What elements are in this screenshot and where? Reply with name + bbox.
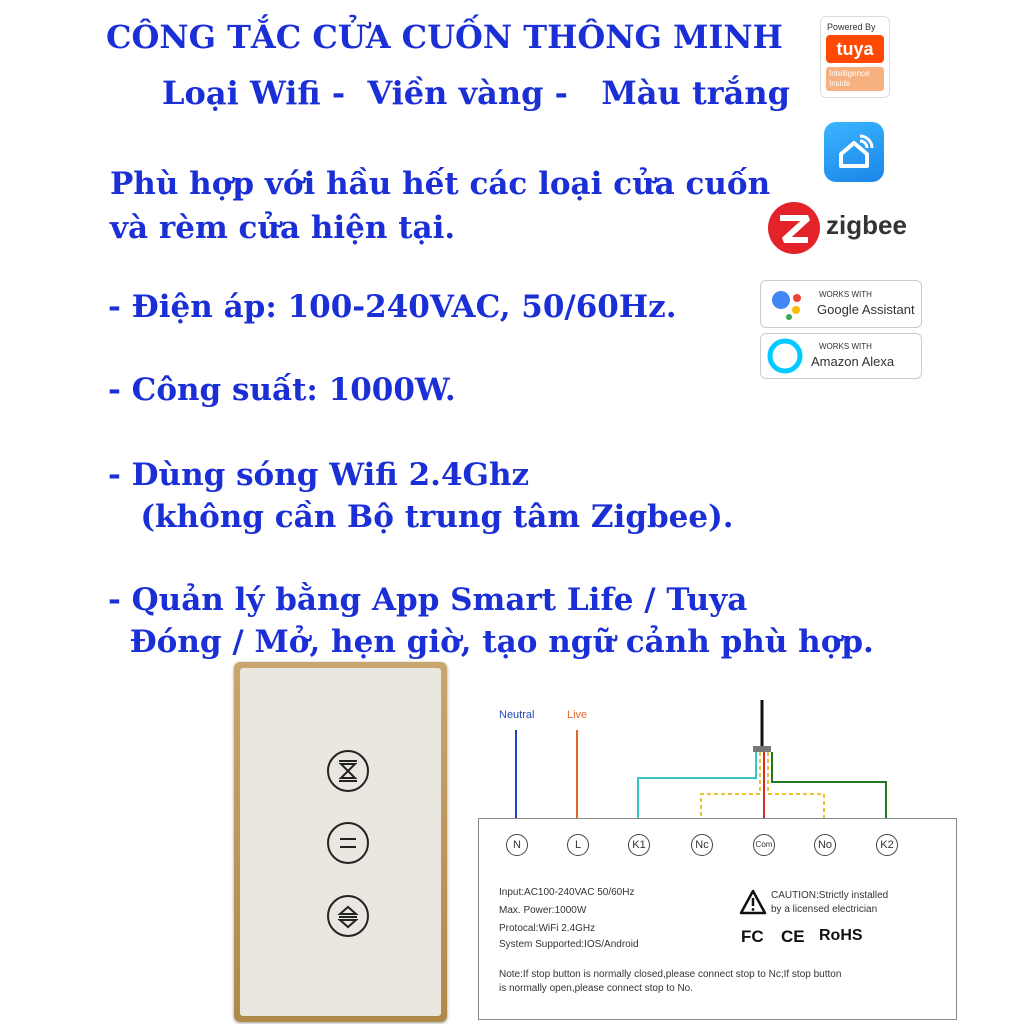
terminal-block — [478, 818, 957, 1020]
cert-rohs: RoHS — [819, 927, 863, 944]
terminal-l: L — [567, 834, 589, 856]
spec-app: - Quản lý bằng App Smart Life / Tuya — [108, 582, 748, 618]
terminal-no: No — [814, 834, 836, 856]
spec-system-text: System Supported:IOS/Android — [499, 939, 639, 950]
caution-line-1: CAUTION:Strictly installed — [771, 890, 889, 901]
stop-button — [327, 822, 369, 864]
spec-protocol-text: Protocal:WiFi 2.4GHz — [499, 923, 596, 934]
cert-ce: CE — [781, 927, 805, 946]
tuya-powered-label: Powered By — [827, 22, 876, 32]
description-line-1: Phù hợp với hầu hết các loại cửa cuốn — [110, 166, 771, 202]
hourglass-icon — [329, 752, 367, 790]
zigbee-icon — [766, 200, 822, 256]
spec-power-text: Max. Power:1000W — [499, 905, 587, 916]
terminal-nc: Nc — [691, 834, 713, 856]
tuya-sub-line-2: Inside — [829, 79, 851, 88]
zigbee-label: zigbee — [826, 210, 907, 240]
zigbee-badge — [764, 200, 924, 256]
spec-app-note: Đóng / Mở, hẹn giờ, tạo ngữ cảnh phù hợp. — [108, 624, 874, 660]
page-title: CÔNG TẮC CỬA CUỐN THÔNG MINH — [106, 18, 783, 56]
spec-input-text: Input:AC100-240VAC 50/60Hz — [499, 887, 635, 898]
page-subtitle: Loại Wifi - Viền vàng - Màu trắng — [162, 74, 790, 112]
spec-wifi: - Dùng sóng Wifi 2.4Ghz — [108, 457, 530, 493]
google-assistant-icon — [767, 284, 807, 324]
note-line-2: is normally open,please connect stop to No. — [499, 983, 693, 994]
terminal-k2: K2 — [876, 834, 898, 856]
close-button — [327, 895, 369, 937]
spec-voltage: - Điện áp: 100-240VAC, 50/60Hz. — [108, 289, 677, 325]
tuya-badge — [820, 16, 890, 98]
cert-fc: FC — [741, 927, 764, 946]
google-assistant-label: Google Assistant — [817, 302, 915, 317]
amazon-alexa-badge — [760, 333, 922, 379]
terminal-n: N — [506, 834, 528, 856]
open-button — [327, 750, 369, 792]
smart-life-app-icon — [824, 122, 884, 182]
alexa-icon — [767, 338, 803, 374]
tuya-sub-line-1: Intelligence — [829, 69, 870, 78]
note-line-1: Note:If stop button is normally closed,please connect stop to Nc;If stop button — [499, 969, 842, 980]
home-wifi-icon — [824, 122, 884, 182]
caution-line-2: by a licensed electrician — [771, 904, 878, 915]
terminal-com: Com — [753, 834, 775, 856]
live-label: Live — [567, 709, 588, 721]
alexa-works-with: WORKS WITH — [819, 342, 872, 351]
switch-glass — [240, 668, 441, 1016]
google-assistant-badge — [760, 280, 922, 328]
wiring-diagram — [470, 690, 960, 1020]
tuya-sub-box — [826, 67, 884, 91]
curtain-switch-panel — [234, 662, 447, 1022]
description-line-2: và rèm cửa hiện tại. — [110, 210, 456, 246]
terminal-k1: K1 — [628, 834, 650, 856]
stop-lines-icon — [329, 824, 367, 862]
up-down-arrows-icon — [329, 897, 367, 935]
spec-wifi-note: (không cần Bộ trung tâm Zigbee). — [108, 499, 734, 535]
spec-power: - Công suất: 1000W. — [108, 372, 456, 408]
neutral-label: Neutral — [499, 709, 535, 721]
google-works-with: WORKS WITH — [819, 290, 872, 299]
tuya-logo: tuya — [826, 35, 884, 63]
warning-icon — [739, 889, 767, 915]
amazon-alexa-label: Amazon Alexa — [811, 354, 895, 369]
